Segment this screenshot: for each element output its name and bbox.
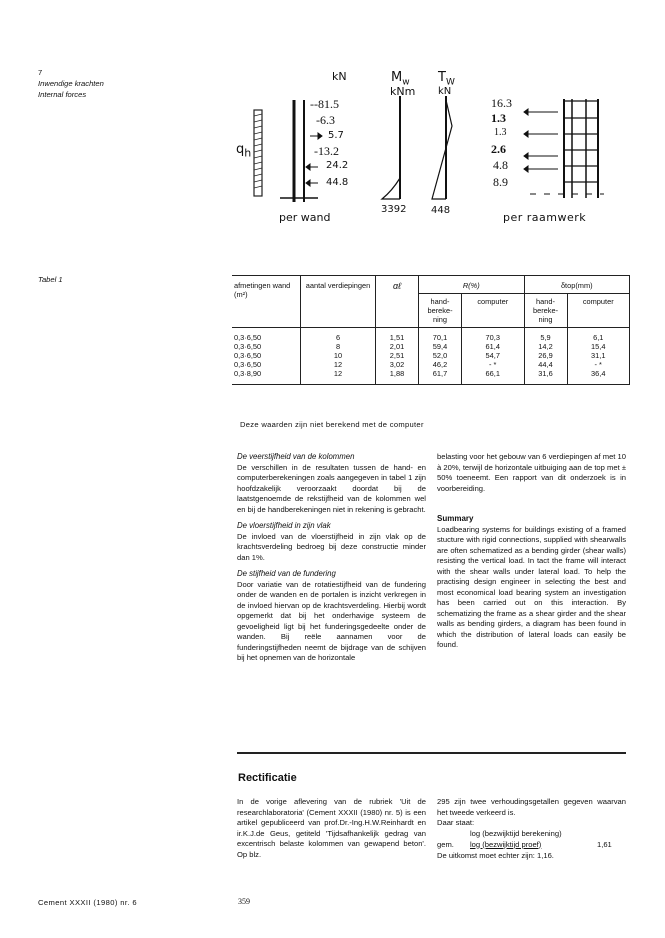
cell: 5,9 [540, 333, 551, 342]
header-d-hand: hand-bereke-ning [524, 294, 567, 328]
table-row [232, 328, 630, 385]
wall-value-3: 5.7 [328, 130, 344, 141]
cell: 52,0 [432, 351, 448, 360]
cell: 0,3·6,50 [234, 333, 262, 342]
formula-denominator: log (bezwijktijd proef) [470, 839, 542, 849]
moment-m: M [391, 70, 403, 85]
cell: 0,3·6,50 [234, 351, 262, 360]
section-title-nl: Inwendige krachten [38, 79, 104, 88]
shear-diagram [432, 96, 452, 199]
table-caption [38, 275, 63, 285]
header-delta-top: δtop(mm) [524, 276, 630, 294]
frame-element [530, 99, 604, 198]
cell: - * [594, 360, 602, 369]
wall-element [280, 100, 318, 202]
header-alpha-l: αℓ [376, 276, 419, 328]
cell: 0,3·6,50 [234, 360, 262, 369]
col-verdiepingen [301, 328, 376, 385]
footer-journal: Cement XXXII (1980) nr. 6 [38, 898, 138, 907]
frame-value-4: 2.6 [491, 142, 506, 156]
paragraph-veerstijfheid: De verschillen in de resultaten tussen de hand- en computerberekeningen zoals aangegeven in tabel 1 zijn hoofdzakelijk veroorzaakt doordat bij de laatstgenoemde de rekstijfheid van de kolommen wel en bij de handberekeningen niet in rekening is gebracht. [237, 462, 426, 514]
moment-value: 3392 [381, 204, 407, 215]
kn-label: kN [332, 70, 347, 83]
load-label [236, 142, 251, 160]
col-afmetingen [232, 328, 301, 385]
shear-sub: W [445, 77, 455, 88]
rectificatie-right-text-1: 295 zijn twee verhoudingsgetallen gegeven waarvan het tweede verkeerd is. [437, 797, 626, 817]
left-column [237, 452, 426, 664]
cell: 0,3·8,90 [234, 369, 262, 378]
wall-value-4: -13.2 [314, 144, 339, 158]
rectificatie-left [237, 797, 426, 860]
col-d-hand [524, 328, 567, 385]
cell: 10 [333, 351, 343, 360]
formula-value: 1,61 [597, 839, 612, 849]
paragraph-continued: belasting voor het gebouw van 6 verdiepingen af met 10 à 20%, terwijl de horizontale uitbuiging aan de top met ± 50% toeneemt. Een rapport van dit onderzoek is in voorbereiding. [437, 452, 626, 493]
cell: 2,51 [389, 351, 405, 360]
header-r-percent: R(%) [419, 276, 525, 294]
cell: 8 [335, 342, 341, 351]
paragraph-summary: Loadbearing systems for buildings existing of a framed stucture with rigid connections, supplied with shearwalls are often schematized as a bending girder (shear walls) resisting the vertical load. In tact the frame will interact with the shear walls under lateral load. To help the practising design engineer in selecting the best and most economical load bearing system an investigation has been carried out on this interaction. By schematizing the frame as a shear girder and the shear walls as bending girders, a diagram has been found in which the distribution of lateral loads can easily be found. [437, 524, 626, 649]
wall-value-5: 24.2 [326, 160, 349, 171]
frame-value-5: 4.8 [493, 158, 508, 172]
cell: 31,6 [538, 369, 553, 378]
cell: 46,2 [432, 360, 448, 369]
table-footnote: Deze waarden zijn niet berekend met de computer [240, 420, 424, 429]
moment-sub: w [402, 77, 410, 88]
formula-numerator: log (bezwijktijd berekening) [470, 828, 562, 838]
cell: 2,01 [389, 342, 405, 351]
cell: 66,1 [485, 369, 500, 378]
col-alpha-l [376, 328, 419, 385]
cell: 54,7 [485, 351, 500, 360]
cell: 26,9 [538, 351, 553, 360]
results-table [232, 275, 630, 385]
rectificatie-right-text-2: Daar staat: [437, 818, 475, 827]
moment-unit: kNm [390, 85, 416, 98]
formula-prefix: gem. [437, 839, 454, 849]
cell: 36,4 [591, 369, 606, 378]
cell: 0,3·6,50 [234, 342, 262, 351]
cell: 1,88 [389, 369, 405, 378]
paragraph-fundering: Door variatie van de rotatiestijfheid van de fundering onder de wanden en de portalen is inzicht verkregen in de invloed hiervan op de krachtsverdeling. Hierbij wordt opgemerkt dat bij het onderhavige systeem de gevoeligheid ligt bij het funderingsgedeelte onder de wanden. Bij reële aannamen voor de funderingstijfheden neemt de bijdrage van de schijven bij het opnemen van de horizontale [237, 579, 426, 662]
frame-value-2: 1.3 [491, 111, 506, 125]
section-divider [237, 752, 626, 754]
cell: 44,4 [538, 360, 553, 369]
heading-veerstijfheid: De veerstijfheid van de kolommen [237, 452, 355, 461]
cell: 6 [335, 333, 341, 342]
load-bar [254, 110, 262, 196]
frame-value-6: 8.9 [493, 175, 508, 189]
section-number: 7 [38, 68, 43, 77]
table-caption-text: Tabel 1 [38, 275, 63, 284]
cell: 1,51 [389, 333, 405, 342]
rectificatie-right [437, 797, 626, 861]
per-wall-label: per wand [279, 211, 331, 224]
heading-summary: Summary [437, 514, 474, 523]
cell: 70,1 [432, 333, 448, 342]
paragraph-vloerstijfheid: De invloed van de vloerstijfheid in zijn vlak op de krachtsverdeling bedroeg bij deze constructie minder dan 1%. [237, 531, 426, 562]
header-verdiepingen: aantal verdiepingen [301, 276, 376, 328]
load-q: q [236, 142, 245, 157]
cell: 70,3 [485, 333, 500, 342]
cell: 12 [333, 360, 343, 369]
right-column [437, 452, 626, 651]
section-title-en: Internal forces [38, 90, 87, 99]
cell: - * [489, 360, 497, 369]
shear-unit: kN [438, 86, 452, 97]
moment-diagram [382, 96, 400, 199]
header-afmetingen: afmetingen wand (m²) [232, 276, 301, 328]
cell: 61,4 [485, 342, 500, 351]
cell: 61,7 [432, 369, 448, 378]
cell: 31,1 [591, 351, 606, 360]
col-r-hand [419, 328, 462, 385]
cell: 12 [333, 369, 343, 378]
header-d-computer: computer [567, 294, 630, 328]
rectificatie-title: Rectificatie [238, 772, 297, 784]
load-sub: h [244, 146, 252, 160]
cell: 14,2 [538, 342, 553, 351]
cell: 3,02 [389, 360, 405, 369]
frame-value-3: 1.3 [494, 127, 507, 138]
shear-label [438, 70, 455, 88]
cell: 59,4 [432, 342, 448, 351]
wall-value-1: --81.5 [310, 97, 339, 111]
heading-fundering: De stijfheid van de fundering [237, 569, 336, 578]
table-header-row-1 [232, 276, 630, 294]
shear-t: T [438, 70, 446, 85]
formula-block [437, 829, 626, 851]
header-r-computer: computer [462, 294, 525, 328]
header-r-hand: hand-bereke-ning [419, 294, 462, 328]
rectificatie-right-text-3: De uitkomst moet echter zijn: 1,16. [437, 850, 554, 860]
per-frame-label: per raamwerk [503, 211, 587, 224]
wall-value-2: -6.3 [316, 113, 335, 127]
rectificatie-left-text: In de vorige aflevering van de rubriek 'Uit de researchlaboratoria' (Cement XXXII (1980) nr. 5) is een artikel gepubliceerd van prof.Dr.-Ing.H.W.Reinhardt en ir.K.J.de Geus, getiteld 'Tijdsafhankelijk gedrag van excentrisch belaste kolommen van gewapend beton'. Op blz. [237, 797, 426, 859]
cell: 15,4 [591, 342, 606, 351]
footer-page-number: 359 [238, 897, 250, 906]
wall-value-6: 44.8 [326, 177, 349, 188]
frame-value-1: 16.3 [491, 96, 512, 110]
shear-value: 448 [431, 205, 451, 216]
heading-vloerstijfheid: De vloerstijfheid in zijn vlak [237, 521, 331, 530]
col-r-computer [462, 328, 525, 385]
cell: 6,1 [593, 333, 604, 342]
col-d-computer [567, 328, 630, 385]
